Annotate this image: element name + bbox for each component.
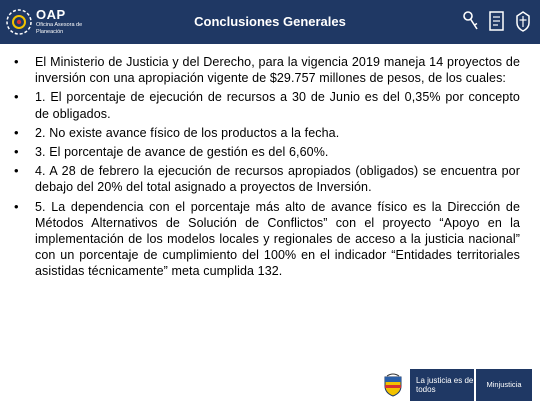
emblem-icon — [514, 9, 532, 33]
list-item: • 5. La dependencia con el porcentaje más alto de avance físico es la Dirección de Métodos Alternativos de Solución de Conflictos” con el proyecto “Apoyo en la implementación de los modelos locales y regionales de acceso a la justicia nacional” con un porcentaje de cumplimiento del 100% en el indicador “Entidades territoriales asistidas técnicamente” meta cumplida 132. — [14, 199, 520, 280]
logo-title: OAP — [36, 7, 66, 22]
list-item: • 2. No existe avance físico de los productos a la fecha. — [14, 125, 520, 141]
conclusions-list — [14, 54, 520, 280]
colombia-shield-icon — [376, 369, 410, 401]
logo-subtitle: Oficina Asesora de Planeación — [36, 22, 83, 35]
minjusticia-badge: Minjusticia — [476, 369, 532, 401]
document-icon — [488, 9, 506, 33]
page-title: Conclusiones Generales — [194, 14, 346, 29]
justicia-badge: La justicia es de todos — [410, 369, 474, 401]
footer-branding — [376, 369, 532, 401]
list-item: • 1. El porcentaje de ejecución de recursos a 30 de Junio es del 0,35% por concepto de obligados. — [14, 89, 520, 121]
header-bar — [0, 0, 540, 44]
shield-icon — [381, 372, 405, 398]
list-item: • 4. A 28 de febrero la ejecución de recursos apropiados (obligados) se encuentra por debajo del 20% del total asignado a proyectos de Inversión. — [14, 163, 520, 195]
key-icon — [462, 9, 480, 33]
header-icons — [462, 9, 532, 33]
list-item: • El Ministerio de Justicia y del Derecho, para la vigencia 2019 maneja 14 proyectos de inversión con una apropiación vigente de $29.757 millones de pesos, de los cuales: — [14, 54, 520, 86]
list-item: • 3. El porcentaje de avance de gestión es del 6,60%. — [14, 144, 520, 160]
content-area — [14, 54, 520, 283]
